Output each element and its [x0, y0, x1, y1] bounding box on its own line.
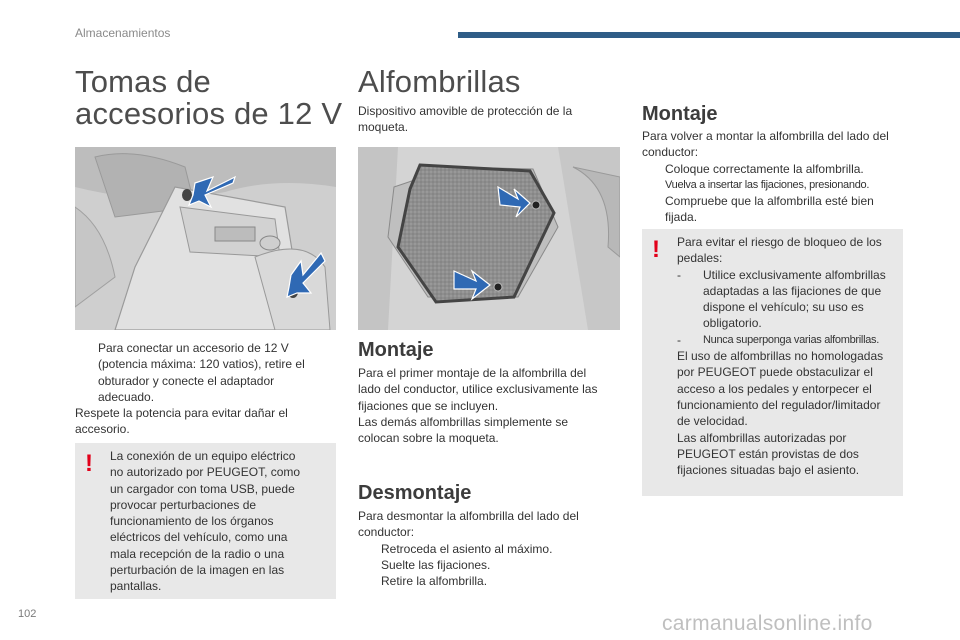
watermark: carmanualsonline.info: [662, 612, 873, 635]
socket-instruction: Para conectar un accesorio de 12 V (potencia máxima: 120 vatios), retire el obturador y conecte el adaptador adecuado.: [98, 341, 305, 404]
title-floor-mats: Alfombrillas: [358, 64, 521, 99]
floor-mat-illustration: [358, 147, 620, 330]
desmontaje-intro: Para desmontar la alfombrilla del lado del conductor:: [358, 509, 579, 540]
desmontaje-step: Retire la alfombrilla.: [381, 574, 488, 589]
heading-montaje-reinstall: Montaje: [642, 103, 718, 125]
warning-box-pedals: [642, 229, 903, 496]
dash-mark: -: [677, 267, 681, 282]
warning-intro: Para evitar el riesgo de bloqueo de los pedales:: [677, 235, 882, 266]
warning-icon: !: [652, 236, 660, 263]
section-header: Almacenamientos: [75, 26, 171, 40]
heading-montaje-first: Montaje: [358, 339, 434, 361]
reinstall-step: Coloque correctamente la alfombrilla.: [665, 161, 864, 176]
warning-box-sockets: [75, 443, 336, 599]
page-number: 102: [18, 608, 37, 620]
console-socket-illustration: [75, 147, 336, 330]
warning-dash-item: - Nunca superponga varias alfombrillas.: [677, 332, 879, 347]
title-line-2: accesorios de 12 V: [75, 96, 343, 131]
title-12v-sockets: [75, 66, 342, 130]
dash-mark: -: [677, 332, 681, 347]
montaje-first-text: Para el primer montaje de la alfombrilla del lado del conductor, utilice exclusivamente las fijaciones que se incluyen.: [358, 366, 598, 413]
desmontaje-step: Suelte las fijaciones.: [381, 557, 491, 572]
warning-icon: !: [85, 450, 93, 477]
reinstall-intro: Para volver a montar la alfombrilla del lado del conductor:: [642, 129, 889, 160]
reinstall-step: Vuelva a insertar las fijaciones, presionando.: [665, 178, 870, 191]
warning-dash-item: - Utilice exclusivamente alfombrillas adaptadas a las fijaciones de que dispone el vehículo; su uso es obligatorio.: [677, 267, 886, 331]
floor-mats-intro: Dispositivo amovible de protección de la moqueta.: [358, 104, 573, 135]
warning-text-authorized: Las alfombrillas autorizadas por PEUGEOT están provistas de dos fijaciones situadas bajo el asiento.: [677, 430, 860, 478]
desmontaje-step: Retroceda el asiento al máximo.: [381, 541, 553, 556]
heading-desmontaje: Desmontaje: [358, 482, 472, 504]
warning-text-nonhomologated: El uso de alfombrillas no homologadas por PEUGEOT puede obstaculizar el acceso a los pedales y entorpecer el funcionamiento del regulador/limitador de velocidad.: [677, 349, 884, 429]
montaje-other-text: Las demás alfombrillas simplemente se colocan sobre la moqueta.: [358, 414, 569, 446]
title-line-1: Tomas de: [75, 64, 211, 99]
warning-text: La conexión de un equipo eléctrico no autorizado por PEUGEOT, como un cargador con toma USB, puede provocar perturbaciones de funcionamiento de los órganos eléctricos del vehículo, como una mala recepción de la radio o una perturbación de la imagen en las pantallas.: [110, 449, 301, 594]
socket-power-note: Respete la potencia para evitar dañar el accesorio.: [75, 406, 288, 437]
header-accent-bar: [458, 32, 960, 38]
reinstall-step: Compruebe que la alfombrilla esté bien fijada.: [665, 194, 874, 225]
